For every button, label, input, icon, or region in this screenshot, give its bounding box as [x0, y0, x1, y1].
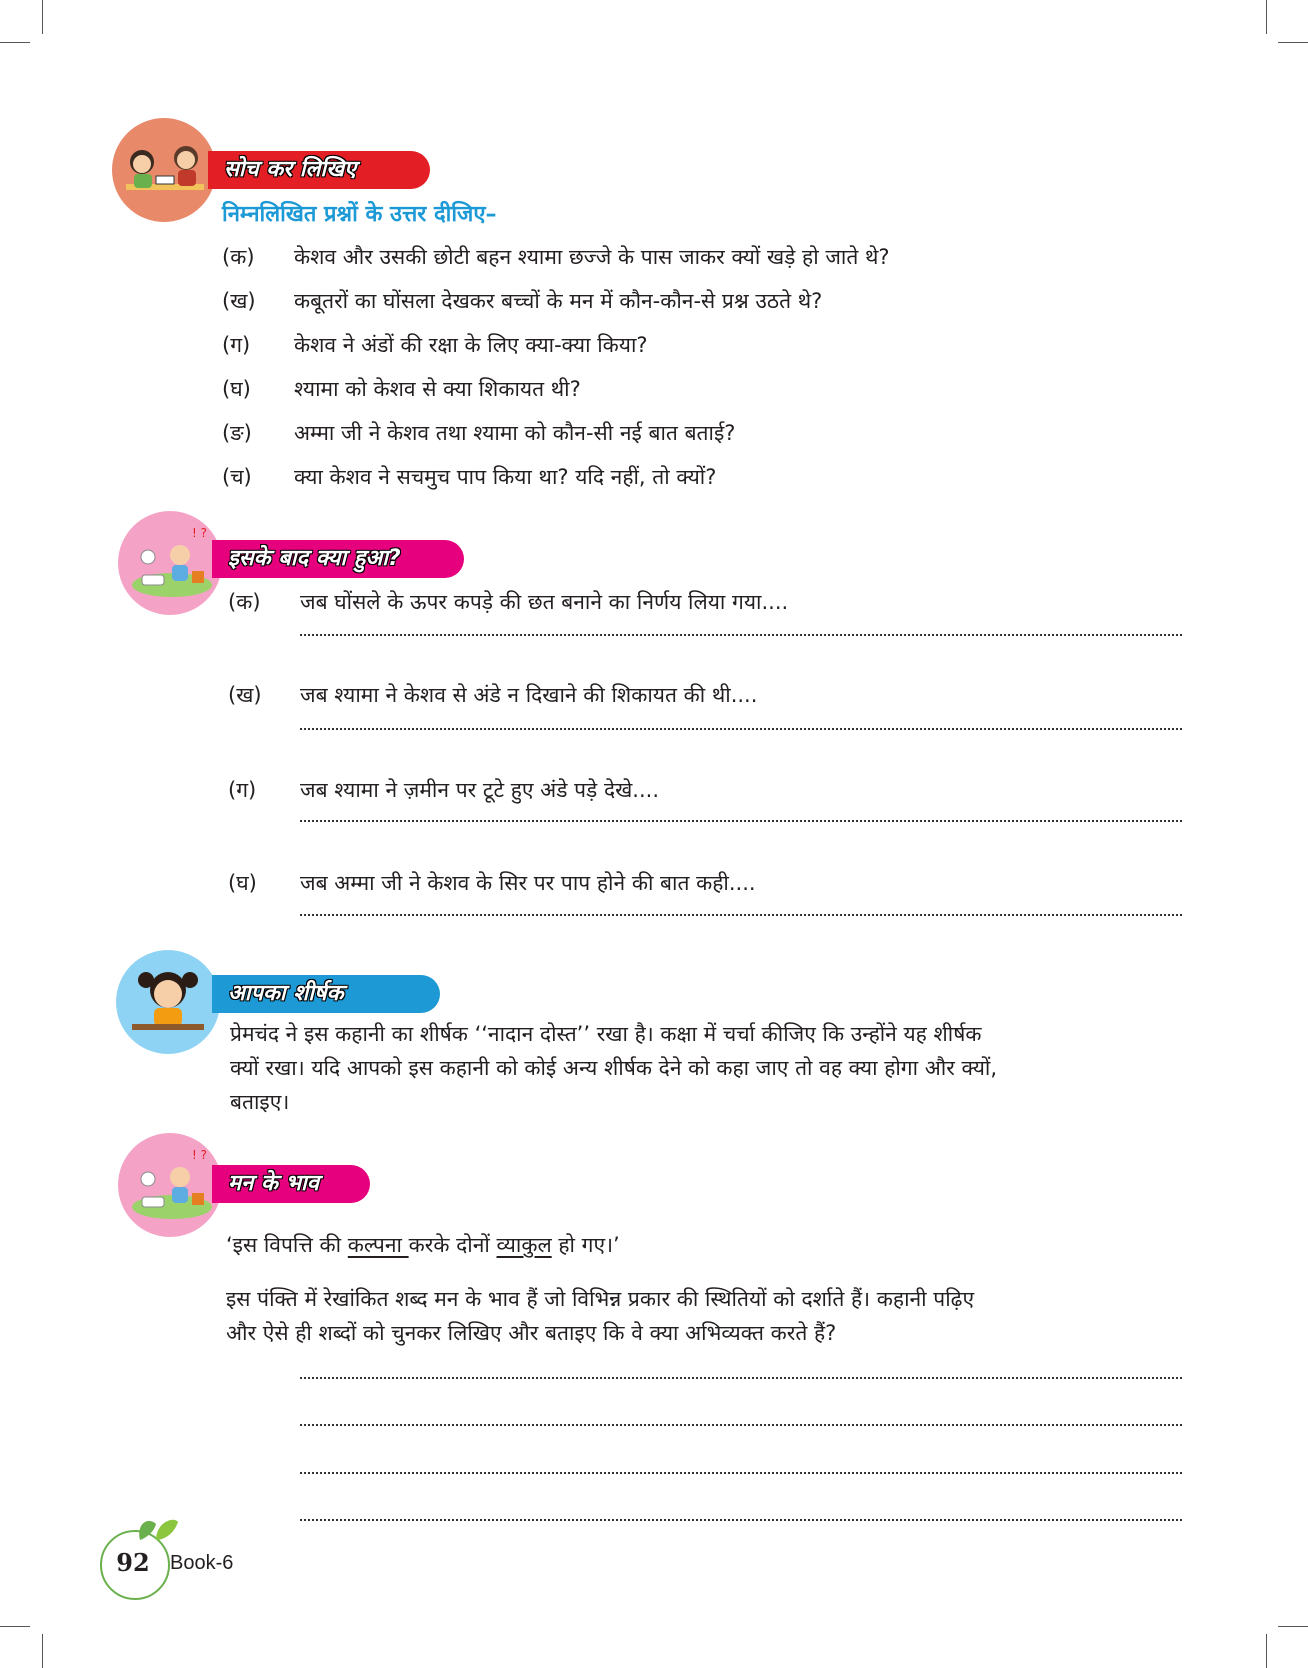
answer-line[interactable]: [300, 1472, 1182, 1474]
answer-line[interactable]: [300, 1377, 1182, 1379]
crop-mark: [0, 1626, 30, 1627]
section-title-banner: [212, 975, 440, 1013]
crop-mark: [1278, 42, 1308, 43]
paragraph-line: इस पंक्ति में रेखांकित शब्द मन के भाव हैं जो विभिन्न प्रकार की स्थितियों को दर्शाते हैं। कहानी पढ़िए: [226, 1287, 975, 1311]
paragraph-line: और ऐसे ही शब्दों को चुनकर लिखिए और बताइए कि वे क्या अभिव्यक्त करते हैं?: [226, 1321, 837, 1345]
crop-mark: [42, 1634, 43, 1668]
paragraph-line: बताइए।: [230, 1090, 290, 1114]
instruction-heading: निम्नलिखित प्रश्नों के उत्तर दीजिए–: [222, 202, 497, 227]
paragraph-line: क्यों रखा। यदि आपको इस कहानी को कोई अन्य शीर्षक देने को कहा जाए तो वह क्या होगा और क्यों,: [230, 1056, 998, 1080]
question-item: (ग) जब श्यामा ने ज़मीन पर टूटे हुए अंडे पड़े देखे....: [228, 778, 660, 802]
underlined-word: कल्पना: [347, 1233, 409, 1257]
answer-line[interactable]: [300, 820, 1182, 822]
section-title: सोच कर लिखिए: [224, 157, 357, 182]
answer-line[interactable]: [300, 1519, 1182, 1521]
paragraph-line: प्रेमचंद ने इस कहानी का शीर्षक ‘‘नादान दोस्त’’ रखा है। कक्षा में चर्चा कीजिए कि उन्होंने यह शीर्षक: [230, 1022, 982, 1046]
section-title-banner: [212, 540, 464, 578]
crop-mark: [1278, 1626, 1308, 1627]
question-item: (ख) जब श्यामा ने केशव से अंडे न दिखाने की शिकायत की थी....: [228, 683, 758, 707]
question-item: (क) केशव और उसकी छोटी बहन श्यामा छज्जे के पास जाकर क्यों खड़े हो जाते थे?: [222, 245, 890, 269]
section-title: मन के भाव: [228, 1171, 319, 1196]
section-title: आपका शीर्षक: [228, 981, 344, 1006]
quoted-line: ‘इस विपत्ति की कल्पना करके दोनों व्याकुल हो गए।’: [226, 1233, 620, 1257]
question-item: (ख) कबूतरों का घोंसला देखकर बच्चों के मन में कौन-कौन-से प्रश्न उठते थे?: [222, 289, 823, 313]
answer-line[interactable]: [300, 728, 1182, 730]
underlined-word: व्याकुल: [496, 1233, 552, 1257]
child-garden-icon: [118, 1133, 222, 1237]
svg-text:! ?: ! ?: [192, 1148, 207, 1162]
leaf-icon: [134, 1510, 182, 1546]
crop-mark: [42, 0, 43, 34]
question-item: (च) क्या केशव ने सचमुच पाप किया था? यदि नहीं, तो क्यों?: [222, 465, 717, 489]
answer-line[interactable]: [300, 1424, 1182, 1426]
page-number: 92: [116, 1548, 150, 1577]
question-item: (क) जब घोंसले के ऊपर कपड़े की छत बनाने का निर्णय लिया गया....: [228, 590, 789, 614]
question-item: (घ) जब अम्मा जी ने केशव के सिर पर पाप होने की बात कही....: [228, 871, 756, 895]
crop-mark: [0, 42, 30, 43]
answer-line[interactable]: [300, 914, 1182, 916]
crop-mark: [1266, 0, 1267, 34]
child-garden-icon: [118, 511, 222, 615]
section-title-banner: [208, 151, 430, 189]
answer-line[interactable]: [300, 634, 1182, 636]
question-item: (ग) केशव ने अंडों की रक्षा के लिए क्या-क्या किया?: [222, 333, 648, 357]
girl-writing-icon: [116, 950, 220, 1054]
crop-mark: [1266, 1634, 1267, 1668]
question-item: (घ) श्यामा को केशव से क्या शिकायत थी?: [222, 377, 581, 401]
question-item: (ङ) अम्मा जी ने केशव तथा श्यामा को कौन-सी नई बात बताई?: [222, 421, 736, 445]
book-label: Book-6: [170, 1552, 234, 1574]
section-title: इसके बाद क्या हुआ?: [228, 546, 401, 571]
section-title-banner: [212, 1165, 370, 1203]
reading-kids-icon: [112, 118, 216, 222]
svg-text:! ?: ! ?: [192, 526, 207, 540]
